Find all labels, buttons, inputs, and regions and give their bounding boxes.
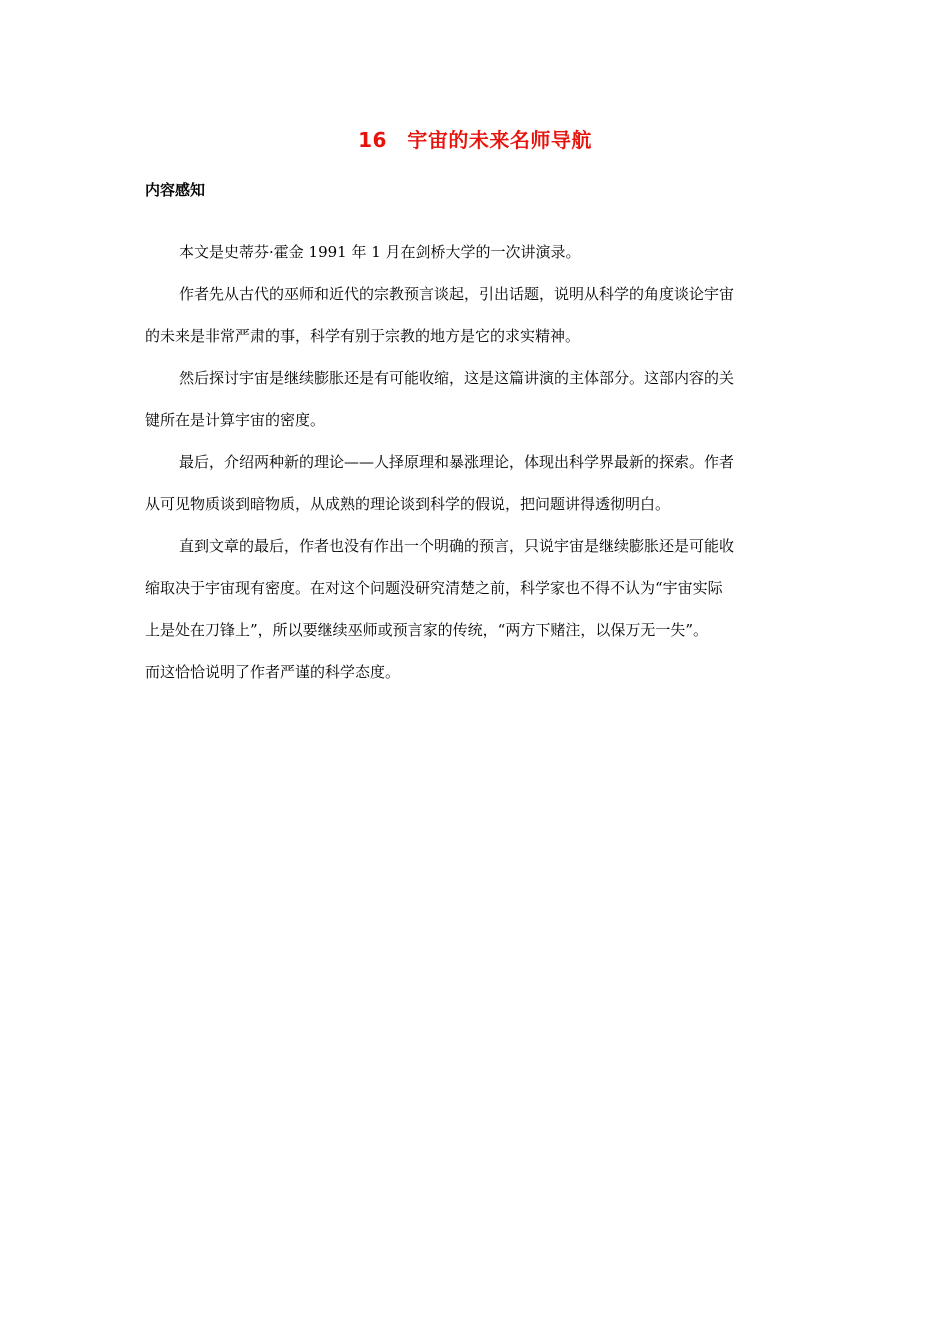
paragraph-line: 作者先从古代的巫师和近代的宗教预言谈起，引出话题，说明从科学的角度谈论宇宙 [179, 285, 735, 303]
paragraph-line: 本文是史蒂芬·霍金 1991 年 1 月在剑桥大学的一次讲演录。 [179, 243, 581, 261]
paragraph-line: 最后，介绍两种新的理论——人择原理和暴涨理论，体现出科学界最新的探索。作者 [179, 453, 735, 471]
document-body [145, 231, 805, 693]
paragraph [145, 231, 805, 273]
paragraph-line: 而这恰恰说明了作者严谨的科学态度。 [145, 663, 401, 681]
paragraph-line: 从可见物质谈到暗物质，从成熟的理论谈到科学的假说，把问题讲得透彻明白。 [145, 495, 671, 513]
paragraph [145, 525, 805, 693]
paragraph-line: 键所在是计算宇宙的密度。 [145, 411, 326, 429]
paragraph-line: 缩取决于宇宙现有密度。在对这个问题没研究清楚之前，科学家也不得不认为“宇宙实际 [145, 579, 723, 597]
paragraph [145, 273, 805, 357]
section-heading: 内容感知 [145, 181, 206, 199]
paragraph [145, 441, 805, 525]
paragraph-line: 上是处在刀锋上”，所以要继续巫师或预言家的传统，“两方下赌注，以保万无一失”。 [145, 621, 709, 639]
paragraph-line: 直到文章的最后，作者也没有作出一个明确的预言，只说宇宙是继续膨胀还是可能收 [179, 537, 735, 555]
paragraph-line: 的未来是非常严肃的事，科学有别于宗教的地方是它的求实精神。 [145, 327, 581, 345]
document-title: 16 宇宙的未来名师导航 [358, 128, 592, 152]
paragraph [145, 357, 805, 441]
paragraph-line: 然后探讨宇宙是继续膨胀还是有可能收缩，这是这篇讲演的主体部分。这部内容的关 [179, 369, 735, 387]
